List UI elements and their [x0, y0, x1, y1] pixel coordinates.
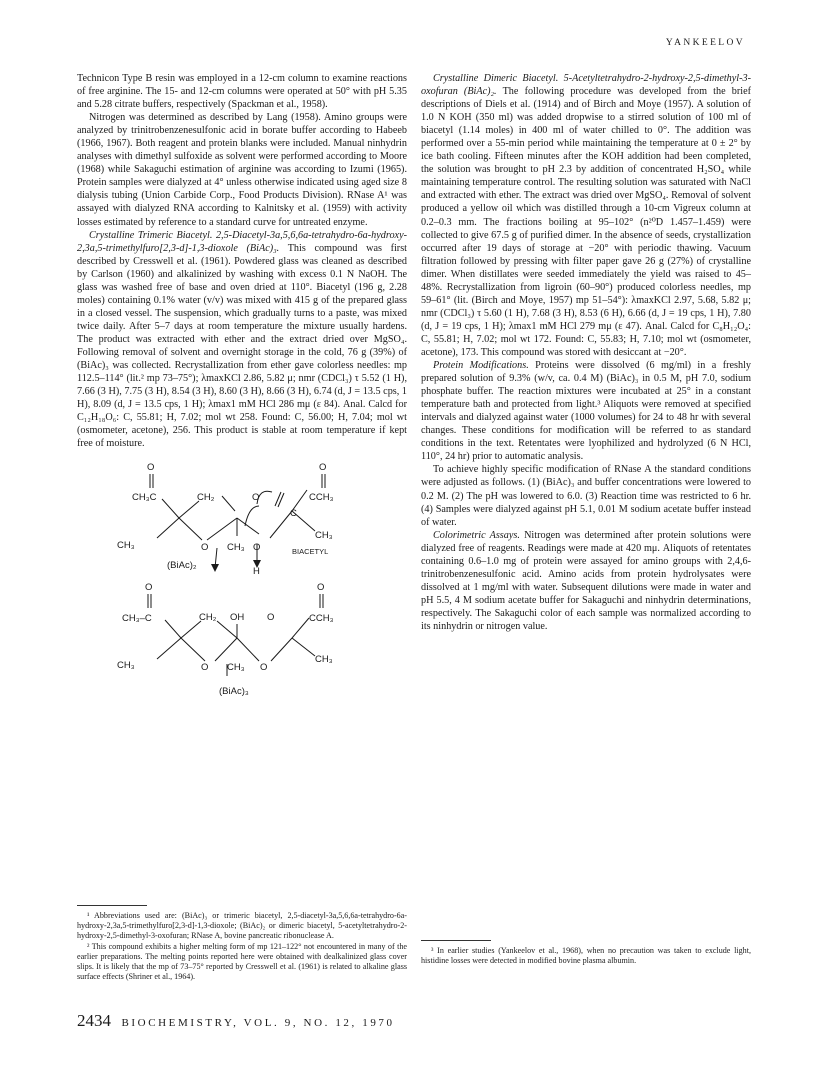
scheme-o-4: O — [201, 542, 209, 554]
section-heading-colorimetric: Colorimetric Assays. — [433, 529, 520, 541]
journal-citation: BIOCHEMISTRY, VOL. 9, NO. 12, 1970 — [121, 1017, 395, 1029]
scheme-biac3: (BiAc)₃ — [219, 686, 249, 698]
paragraph-resin: Technicon Type B resin was employed in a 12-cm column to examine reactions of free arginine. The 15- and 12-cm columns were operated at 50° with pH 5.35 and 5.28 citrate buffers, respectively (Spackman et al., 1958). — [77, 73, 407, 111]
footnote-2: ² This compound exhibits a higher melting form of mp 121–122° not encountered in many of the earlier preparations. The melting points reported here were obtained with dealkalinized glass cover slips. It is likely that the mp of 73–75° reported by Cresswell et al. (1961) is related to alkaline glass surface effects (Shriner et al., 1964). — [77, 941, 407, 982]
scheme-o-5: O — [253, 542, 261, 554]
scheme-ch3-3: CH₃ — [227, 542, 245, 554]
colorimetric-body: Nitrogen was determined after protein solutions were dialyzed free of reagents. Readings were made at 420 mμ. Aliquots of retentates containing 0.6–1.0 mg of protein were assayed for amino groups with 2,4,6-trinitrobenzenesulfonic acid. Amino acids from protein hydrolysates were dissolved at 1 mg/ml with water. Subsequent dilutions were made in water and pH 5.5, 4 M sodium acetate buffer for Sakaguchi and ninhydrin determinations, respectively. The Sakaguchi color of each sample was normalized according to its ninhydrin or nitrogen value. — [421, 529, 752, 632]
scheme-ch3-c: CH₃–C — [122, 613, 152, 625]
paragraph-protein-modifications — [421, 359, 751, 463]
scheme-biacetyl: BIACETYL — [292, 547, 329, 557]
scheme-h: H — [253, 566, 260, 578]
scheme-ch3-5: CH₃ — [227, 662, 245, 674]
protein-body: Proteins were dissolved (6 mg/ml) in a freshly prepared solution of 9.3% (w/v, ca. 0.4 M) (BiAc)₃ in 0.5 M, pH 7.0, sodium phosphate buffer. The reaction mixtures were incubated at 25° in a constant temperature bath and protected from light.³ Aliquots were removed at specified intervals and dialyzed against water (1000 volumes) for 24 to 48 hr with several changes. These conditions for modification will be referred to as standard conditions in the text. Retentates were lyophilized and hydrolyzed (6 N HCl, 110°, 24 hr) prior to automatic analysis. — [421, 360, 752, 463]
scheme-o-10: O — [260, 662, 268, 674]
footnotes-left — [77, 905, 407, 982]
scheme-o-9: O — [201, 662, 209, 674]
scheme-ch3-1: CH₃ — [117, 540, 135, 552]
scheme-ch2-1: CH₂ — [197, 492, 215, 504]
scheme-cch3-1: CCH₃ — [309, 492, 334, 504]
scheme-ch3-6: CH₃ — [315, 654, 333, 666]
footnote-rule — [77, 905, 147, 906]
page-footer — [77, 1011, 395, 1031]
left-column — [77, 72, 407, 706]
scheme-oh: OH — [230, 612, 245, 624]
scheme-o-7: O — [267, 612, 275, 624]
scheme-ch3-2: CH₃ — [315, 530, 333, 542]
scheme-o-2: O — [252, 492, 260, 504]
scheme-ch3-4: CH₃ — [117, 660, 135, 672]
paragraph-colorimetric — [421, 529, 751, 633]
paragraph-nitrogen: Nitrogen was determined as described by Lang (1958). Amino groups were analyzed by trinitrobenzenesulfonic acid in borate buffer according to Habeeb (1966, 1967). Both reagent and protein blanks were included. Manual ninhydrin analyses with dimethyl sulfoxide as solvent were performed according to Moore (1968) while Sakaguchi estimation of arginine was according to Izumi (1965). Protein samples were dialyzed at 4° unless otherwise indicated using aged size 8 dialysis tubing (Union Carbide Corp., Food Products Division). RNase A¹ was assayed with dialyzed RNA according to Kalnitsky et al. (1959) with activity losses estimated by reference to a standard curve for untreated enzyme. — [77, 112, 407, 228]
page-number: 2434 — [77, 1011, 111, 1030]
paragraph-rnase-specific: To achieve highly specific modification of RNase A the standard conditions were adjusted as follows. (1) (BiAc)₃ and buffer concentrations were lowered to 0.2 M. (2) The pH was lowered to 6.0. (3) Reaction time was restricted to 6 hr. (4) Samples were dialyzed against pH 5.1, 0.01 M sodium acetate buffer instead of water. — [421, 464, 751, 528]
footnote-1: ¹ Abbreviations used are: (BiAc)₃ or trimeric biacetyl, 2,5-diacetyl-3a,5,6,6a-tetrahydro-6a-hydroxy-2,3a,5-trimethylfuro[2,3-d]-1,3-dioxole; (BiAc)₂ or dimeric biacetyl, 5-acetyltetrahydro-2-hydroxy-2,5-dimethyl-3-oxofuran; RNase A, bovine pancreatic ribonuclease A. — [77, 911, 407, 941]
footnotes-right — [421, 940, 751, 966]
scheme-ch3c-1: CH₃C — [132, 492, 157, 504]
scheme-o-1: O — [147, 462, 155, 474]
scheme-o-8: O — [317, 582, 325, 594]
reaction-scheme — [77, 456, 407, 706]
running-head: YANKEELOV — [665, 38, 745, 48]
scheme-c-1: C — [290, 508, 297, 520]
scheme-o-3: O — [319, 462, 327, 474]
section-heading-protein: Protein Modifications. — [433, 360, 529, 372]
section-heading-dimeric: Crystalline Dimeric Biacetyl. 5-Acetyltetrahydro-2-hydroxy-2,5-dimethyl-3-oxofuran (BiAc)₂. — [421, 73, 751, 98]
trimeric-body: This compound was first described by Cresswell et al. (1961). Powdered glass was cleaned as described by Carlson (1960) and alkalinized by washing with excess 0.1 N NaOH. The glass was washed free of base and oven dried at 110°. Biacetyl (196 g, 2.28 moles) containing 0.1% water (v/v) was mixed with 415 g of the prepared glass in a closed vessel. The suspension, which gradually turns to a paste, was mixed twice daily. After 5–7 days at room temperature the mixture usually hardens. The product was extracted with ether and the extract dried over MgSO₄. Following removal of solvent and overnight storage in the cold, 76 g (39%) of (BiAc)₃ was collected. Recrystallization from ether gave colorless needles: mp 112.5–114° (lit.² mp 73–75°); λmaxKCl 2.86, 5.82 μ; nmr (CDCl₃) τ 5.52 (1 H), 7.66 (3 H), 7.75 (3 H), 8.54 (3 H), 8.60 (3 H), 8.66 (3 H), 6.74 (d, J = 13.5 cps, 1 H), 8.09 (d, J = 13.5 cps, 1 H); λmax1 mM HCl 286 mμ (ε 84). Anal. Calcd for C₁₂H₁₈O₆: C, 55.81; H, 7.02; mol wt 258. Found: C, 56.00; H, 7.04; mol wt (osmometer, acetone), 256. This product is stable at room temperature if kept free of moisture. — [77, 242, 407, 450]
right-column — [421, 72, 751, 633]
dimeric-body: The following procedure was developed from the brief descriptions of Diels et al. (1914) and of Birch and Moye (1957). A solution of 1.0 N KOH (350 ml) was added dropwise to a stirred solution of 100 ml of biacetyl (1.14 moles) in 400 ml of water chilled to 0°. The addition was performed over a 55-min period while maintaining the temperature at 0 ± 2° by ice bath cooling. Fifteen minutes after the KOH addition had been completed, the solution was brought to pH 2.3 by addition of concentrated H₂SO₄ while maintaining temperature control. The resulting solution was saturated with NaCl and extracted with ether. The extract was dried over MgSO₄. Removal of solvent produced a yellow oil which was distilled through a 10-cm Vigreux column at 0.2–0.3 mm. The fractions boiling at 95–102° (n²⁰D 1.457–1.459) were collected to give 67.5 g of purified dimer. In the absence of seeds, crystallization occurred after 19 days of storage at −20° with periodic thawing. Vacuum filtration followed by pressing with filter paper gave 26 g (27%) of crystalline dimer. When distillates were seeded immediately the yield was raised to 45–48%. Recrystallization from ligroin (60–90°) produced colorless needles, mp 59–61° (lit. (Birch and Moye, 1957) mp 51–54°): λmaxKCl 2.97, 5.68, 5.82 μ; nmr (CDCl₃) τ 5.60 (1 H), 7.68 (3 H), 8.53 (6 H), 6.66 (d, J = 19 cps, 1 H), 7.80 (d, J = 19 cps, 1 H); λmax1 mM HCl 279 mμ (ε 47). Anal. Calcd for C₈H₁₂O₄: C, 55.81; H, 7.02; mol wt 172. Found: C, 55.83; H, 7.10; mol wt (osmometer, acetone), 173. This compound was stored with desiccant at −20°. — [421, 86, 751, 358]
footnote-3: ³ In earlier studies (Yankeelov et al., 1968), when no precaution was taken to exclude light, histidine losses were detected in modified bovine plasma albumin. — [421, 946, 751, 966]
paragraph-dimeric-biacetyl — [421, 72, 751, 359]
paragraph-trimeric-biacetyl — [77, 229, 407, 451]
scheme-o-6: O — [145, 582, 153, 594]
footnote-rule — [421, 940, 491, 941]
section-heading-trimeric: Crystalline Trimeric Biacetyl. 2,5-Diacetyl-3a,5,6,6a-tetrahydro-6a-hydroxy-2,3a,5-trimethylfuro[2,3-d]-1,3-dioxole (BiAc)₃. — [77, 229, 407, 254]
scheme-cch3-2: CCH₃ — [309, 613, 334, 625]
scheme-ch2-2: CH₂ — [199, 612, 217, 624]
scheme-biac2: (BiAc)₂ — [167, 560, 197, 572]
